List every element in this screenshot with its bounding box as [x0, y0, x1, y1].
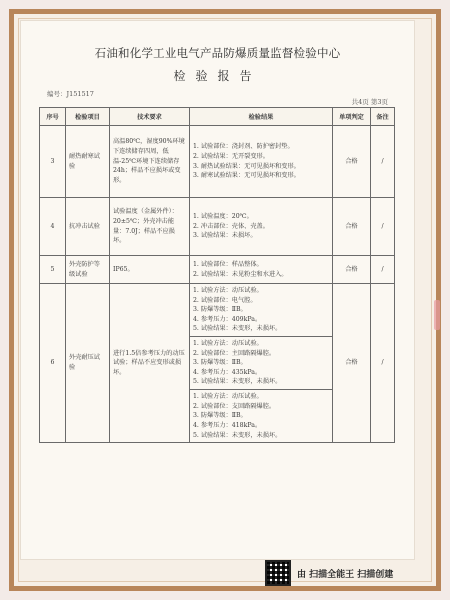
result-line: 2. 冲击部位：壳体、壳盖。	[193, 222, 269, 230]
document-number: 编号：J151517	[47, 90, 94, 98]
cell-no: 6	[40, 284, 66, 443]
cell-verdict: 合格	[333, 284, 371, 443]
col-header-verdict: 单项判定	[333, 108, 371, 126]
col-header-item: 检验项目	[66, 108, 110, 126]
result-line: 2. 试验部位：主回路隔爆腔。	[193, 349, 276, 357]
result-line: 3. 防爆等级：ⅡB。	[193, 412, 247, 420]
result-line: 4. 参考压力：418kPa。	[193, 421, 262, 429]
result-line: 1. 试验温度：20℃。	[193, 213, 253, 221]
result-line: 4. 参考压力：435kPa。	[193, 368, 262, 376]
cell-note: /	[371, 284, 395, 443]
result-line: 3. 防爆等级：ⅡB。	[193, 306, 247, 314]
cell-note: /	[371, 198, 395, 256]
result-line: 3. 防爆等级：ⅡB。	[193, 359, 247, 367]
cell-requirement: 进行1.5倍参考压力的动压试验；样品不应变形或损坏。	[110, 284, 190, 443]
result-line: 1. 试验方法：动压试验。	[193, 340, 263, 348]
result-line: 1. 试验部位：浇封剂、防护密封垫。	[193, 143, 294, 151]
cell-item: 耐热耐寒试验	[66, 126, 110, 198]
col-header-result: 检验结果	[190, 108, 333, 126]
cell-verdict: 合格	[333, 256, 371, 284]
result-block	[190, 140, 332, 182]
cell-result	[190, 126, 333, 198]
cell-requirement: 试验温度（金属外件）：20±5℃；外壳冲击能量：7.0J；样品不应损坏。	[110, 198, 190, 256]
result-line: 3. 耐寒试验结果：无可见损坏和变形。	[193, 172, 300, 180]
result-line: 3. 试验结果：未损坏。	[193, 232, 257, 240]
table-row	[40, 284, 395, 443]
result-line: 2. 试验结果：未见粉尘和水进入。	[193, 270, 288, 278]
cell-verdict: 合格	[333, 198, 371, 256]
scanner-watermark	[265, 560, 393, 586]
table-header-row	[40, 108, 395, 126]
stamp-edge-mark	[434, 300, 440, 330]
inspection-table	[39, 107, 395, 443]
cell-verdict: 合格	[333, 126, 371, 198]
cell-item: 抗冲击试验	[66, 198, 110, 256]
col-header-no: 序号	[40, 108, 66, 126]
result-line: 1. 试验部位：样品整体。	[193, 260, 263, 268]
result-line: 1. 试验方法：动压试验。	[193, 393, 263, 401]
cell-item: 外壳防护等级试验	[66, 256, 110, 284]
result-line: 2. 试验部位：支回路隔爆腔。	[193, 402, 276, 410]
result-line: 4. 参考压力：409kPa。	[193, 315, 262, 323]
cell-no: 4	[40, 198, 66, 256]
table-row	[40, 126, 395, 198]
result-line: 2. 试验结果：无开裂变形。	[193, 152, 269, 160]
report-title: 检验报告	[173, 69, 262, 83]
cell-item: 外壳耐压试验	[66, 284, 110, 443]
page-info: 共4页 第3页	[351, 98, 388, 106]
table-row	[40, 256, 395, 284]
cell-no: 3	[40, 126, 66, 198]
result-block	[190, 258, 332, 281]
result-block	[190, 390, 332, 442]
cell-result	[190, 198, 333, 256]
col-header-requirement: 技术要求	[110, 108, 190, 126]
result-line: 5. 试验结果：未变形，未损坏。	[193, 378, 282, 386]
result-line: 1. 试验方法：动压试验。	[193, 287, 263, 294]
cell-result	[190, 256, 333, 284]
result-line: 3. 耐热试验结果：无可见损坏和变形。	[193, 162, 300, 170]
result-line: 5. 试验结果：未变形，未损坏。	[193, 431, 282, 439]
result-block	[190, 210, 332, 243]
result-line: 2. 试验部位：电气腔。	[193, 296, 257, 304]
result-block	[190, 284, 332, 337]
col-header-note: 备注	[371, 108, 395, 126]
cell-no: 5	[40, 256, 66, 284]
qr-code-icon	[265, 560, 291, 586]
cell-requirement: 高温80℃，湿度90%环境下连续储存四周，低温-25℃环境下连续储存24h；样品不应损坏或变形。	[110, 126, 190, 198]
cell-result	[190, 284, 333, 443]
report-page	[20, 20, 415, 560]
cell-note: /	[371, 256, 395, 284]
cell-requirement: IP65。	[110, 256, 190, 284]
org-name: 石油和化学工业电气产品防爆质量监督检验中心	[94, 46, 341, 60]
table-row	[40, 198, 395, 256]
scanner-watermark-text: 由 扫描全能王 扫描创建	[297, 569, 394, 580]
result-line: 5. 试验结果：未变形，未损坏。	[193, 325, 282, 333]
cell-note: /	[371, 126, 395, 198]
result-block	[190, 337, 332, 390]
